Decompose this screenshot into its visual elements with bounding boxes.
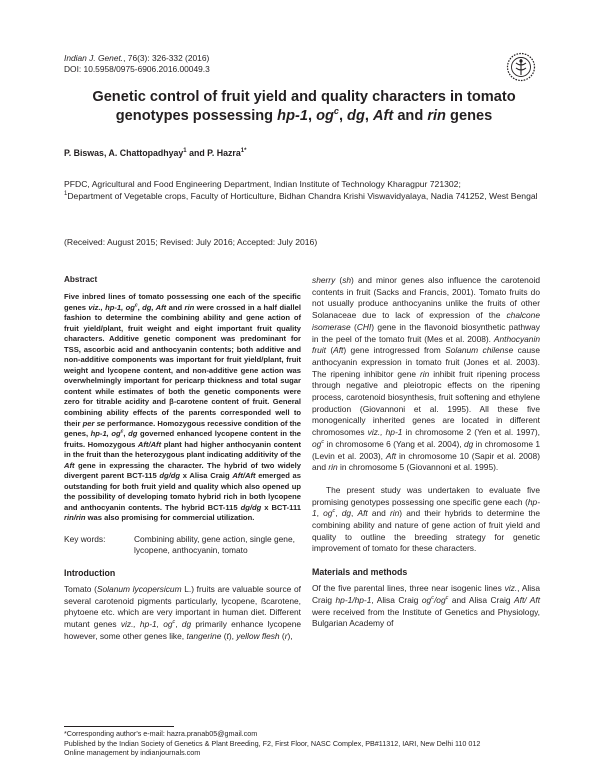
abstract-span: performance. Homozygous recessive condition of the genes, bbox=[64, 418, 301, 439]
title-gene-aft: Aft bbox=[373, 108, 394, 124]
right-column bbox=[312, 275, 540, 630]
rc-span: ( bbox=[335, 275, 343, 285]
intro-italic: yellow flesh bbox=[236, 630, 280, 641]
rc-italic: rin bbox=[419, 368, 430, 379]
abstract-span: Five inbred lines of tomato possessing one each of the specific genes bbox=[64, 292, 301, 312]
abstract-span: , bbox=[123, 429, 129, 439]
abstract-span: were crossed in a half diallel fashion to determine the combining ability and gene action of fruit yield/plant, fruit weight and eight important fruit quality characters. Additive genetic component was predominant for TSS, ascorbic acid and anthocyanin contents; both additive and non-additive components was important for fruit yield/plant, fruit weight and lycopene content, and non-additive gene action was overwhelmingly important for pericarp thickness and total sugar content while estimates of both the genetic components were zero for titrable acidity and β-carotene content of fruit. General combining ability effects of the parents corresponded well to their bbox=[64, 302, 301, 428]
intro-span: , bbox=[175, 619, 182, 630]
publisher-line: Published by the Indian Society of Genetics & Plant Breeding, F2, First Floor, NASC Complex, PB#11312, IARI, New Delhi 110 012 bbox=[64, 738, 481, 748]
materials-methods-heading: Materials and methods bbox=[312, 567, 408, 578]
right-paragraph-2 bbox=[312, 485, 540, 555]
intro-sup: c bbox=[172, 619, 176, 626]
author-names: and P. Hazra bbox=[186, 148, 241, 158]
rc-span: ) and minor genes also influence the carotenoid contents in fruit (Sacks and Francis, 2001). Tomato fruits do not usually produce anthocyanins unlike the fruits of other Solanaceae due to lack of expression of the bbox=[312, 275, 540, 321]
abstract-italic: dg/dg bbox=[240, 502, 262, 512]
abstract-span: gene in expressing the character. The hybrid of two widely divergent parent BCT-115 bbox=[64, 460, 301, 481]
rc-span: in chromosome 2 (Yen et al. 1997), bbox=[402, 427, 540, 438]
abstract-span: and bbox=[166, 302, 185, 312]
rc-span: in chromosome 1 (Levin et al. 2003), bbox=[312, 438, 541, 461]
intro-span: ( bbox=[221, 630, 227, 641]
abstract-span: was also promising for commercial utilization. bbox=[85, 513, 255, 523]
paper-title bbox=[64, 88, 544, 126]
rc-span: ( bbox=[325, 345, 334, 356]
abstract-italic: hp-1, og bbox=[90, 429, 121, 439]
society-seal-icon bbox=[506, 52, 536, 82]
rc-italic: rin bbox=[328, 462, 338, 473]
abstract-italic: Aft/Aft bbox=[137, 439, 162, 449]
affiliation-sup: 1 bbox=[64, 190, 68, 197]
keywords bbox=[64, 534, 301, 556]
rc-span: ( bbox=[350, 321, 357, 332]
title-gene-og: og bbox=[316, 108, 334, 124]
introduction-paragraph bbox=[64, 584, 301, 643]
abstract-text bbox=[64, 292, 301, 524]
intro-span: ), bbox=[228, 630, 237, 641]
title-sep: , bbox=[307, 108, 317, 124]
abstract-span: x BCT-111 bbox=[261, 502, 301, 512]
rc-italic: CHI bbox=[356, 321, 372, 332]
intro-italic: viz., hp-1, og bbox=[120, 619, 173, 630]
rc-span: inhibit fruit ripening process through negative and pleiotropic effects on the ripening process, carotenoid biosynthesis, fruit softening and ethylene production (Giovannoni et al. 1995). All these five monogenically inherited genes are located in different chromosomes bbox=[312, 368, 540, 438]
abstract-italic: Aft/Aft bbox=[232, 471, 256, 481]
intro-span: L.) fruits are valuable source of several carotenoid pigments particularly, lycopene, ßcarotene, phytoene etc. which are very important in human diet. Different mutant genes bbox=[64, 584, 301, 630]
intro-italic: dg bbox=[181, 619, 192, 630]
keywords-text: Combining ability, gene action, single gene, lycopene, anthocyanin, tomato bbox=[134, 534, 295, 556]
rc-span: in chromosome 5 (Giovannoni et al. 1995). bbox=[337, 462, 499, 473]
rc-span: in chromosome 10 (Sapir et al. 2008) and bbox=[312, 450, 540, 473]
author-sup: 1 bbox=[183, 148, 187, 155]
rc-italic: Aft bbox=[357, 508, 368, 519]
abstract-span: governed enhanced lycopene content in the fruits. Homozygous bbox=[64, 429, 301, 449]
rc-span: , Alisa Craig bbox=[371, 594, 422, 605]
rc-span: ) gene introgressed from bbox=[343, 345, 446, 356]
rc-italic: og bbox=[312, 438, 322, 449]
title-text: Genetic control of fruit yield and quality characters in tomato genotypes possessing bbox=[92, 89, 516, 124]
intro-italic: tangerine bbox=[186, 630, 222, 641]
rc-italic: viz. bbox=[504, 583, 518, 594]
abstract-span: x Alisa Craig bbox=[180, 471, 233, 481]
rc-italic: og bbox=[323, 508, 333, 519]
abstract-sup: c bbox=[120, 428, 124, 435]
rc-italic: /og bbox=[433, 594, 446, 605]
rc-span: ) and their hybrids to determine the combining ability and nature of gene action of fruit yield and quality to outline the breeding strategy for genetic improvement of tomato for these characters. bbox=[312, 508, 541, 554]
author-names: P. Biswas, A. Chattopadhyay bbox=[64, 148, 184, 158]
intro-span: ), bbox=[287, 630, 293, 641]
received-dates: (Received: August 2015; Revised: July 2016; Accepted: July 2016) bbox=[64, 237, 318, 247]
title-sep: and bbox=[393, 108, 428, 124]
intro-italic: Solanum lycopersicum bbox=[96, 584, 182, 595]
rc-span: , bbox=[316, 508, 324, 519]
intro-span: Tomato ( bbox=[64, 584, 97, 595]
rc-italic: hp-1 bbox=[312, 496, 540, 519]
abstract-italic: per se bbox=[82, 418, 106, 428]
rc-italic: sh bbox=[342, 275, 352, 285]
title-sep: , bbox=[338, 108, 348, 124]
abstract-italic: viz., hp-1, og bbox=[88, 302, 135, 312]
abstract-italic: Aft bbox=[64, 460, 75, 470]
rc-italic: hp-1/hp-1 bbox=[335, 594, 372, 605]
intro-italic: t bbox=[226, 630, 229, 641]
journal-header bbox=[64, 53, 210, 75]
left-column bbox=[64, 275, 301, 643]
journal-name: Indian J. Genet. bbox=[64, 53, 124, 63]
intro-span: primarily enhance lycopene however, some other genes like, bbox=[64, 619, 302, 641]
abstract-italic: dg, Aft bbox=[142, 302, 167, 312]
page-footer bbox=[64, 729, 544, 758]
footer-divider bbox=[64, 726, 174, 727]
abstract-italic: rin/rin bbox=[64, 513, 86, 523]
rc-italic: Aft/ Aft bbox=[514, 594, 541, 605]
rc-span: , bbox=[335, 508, 342, 519]
rc-italic: sherry bbox=[312, 275, 336, 285]
authors bbox=[64, 148, 246, 158]
rc-italic: chalcone isomerase bbox=[312, 310, 540, 332]
doi: DOI: 10.5958/0975-6906.2016.00049.3 bbox=[64, 64, 210, 74]
rc-italic: rin bbox=[389, 508, 400, 519]
affiliation-2 bbox=[64, 191, 544, 203]
abstract-italic: dg bbox=[128, 429, 138, 439]
introduction-heading: Introduction bbox=[64, 568, 116, 579]
rc-italic: dg bbox=[341, 508, 352, 519]
title-gene-dg: dg bbox=[347, 108, 365, 124]
materials-paragraph bbox=[312, 583, 540, 630]
journal-issue: , 76(3): 326-332 (2016) bbox=[123, 53, 210, 63]
title-text: genes bbox=[445, 108, 493, 124]
rc-sup: c bbox=[431, 595, 434, 602]
intro-span: ( bbox=[279, 630, 285, 641]
affiliations bbox=[64, 179, 544, 202]
affiliation-1: PFDC, Agricultural and Food Engineering Department, Indian Institute of Technology Kharagpur 721302; bbox=[64, 179, 461, 189]
abstract-italic: rin bbox=[184, 302, 195, 312]
title-gene-og-sup: c bbox=[333, 106, 339, 117]
rc-span: , Alisa Craig bbox=[312, 583, 541, 605]
abstract-sup: c bbox=[134, 302, 138, 309]
rc-sup: c bbox=[321, 439, 325, 446]
abstract-heading: Abstract bbox=[64, 275, 98, 284]
rc-italic: Anthocyanin fruit bbox=[312, 333, 540, 356]
rc-italic: viz., hp-1 bbox=[367, 427, 403, 438]
journal-citation bbox=[64, 53, 210, 64]
rc-sup: c bbox=[445, 595, 449, 602]
rc-span: ) gene in the flavonoid biosynthetic pathway in the peel of the tomato fruit (Mes et al. 2008). bbox=[312, 321, 540, 344]
online-management: Online management by indianjournals.com bbox=[64, 748, 201, 758]
intro-italic: r bbox=[284, 630, 288, 641]
title-gene-hp1: hp-1 bbox=[277, 108, 308, 124]
abstract-span: emerged as outstanding for both fruit yield and quality which also opened up the possibility of developing tomato hybrid rich in both lycopene and anthocyanin contents. The hybrid BCT-115 bbox=[64, 471, 301, 512]
rc-span: , bbox=[351, 508, 358, 519]
rc-span: were received from the Institute of Genetics and Physiology, Bulgarian Academy of bbox=[312, 606, 540, 629]
right-paragraph-1 bbox=[312, 275, 540, 474]
abstract-span: plant had higher anthocyanin content in the fruit than the heterozygous plant indicating additivity of the bbox=[64, 439, 301, 460]
affiliation-2-text: Department of Vegetable crops, Faculty of Horticulture, Bidhan Chandra Krishi Viswavidyalaya, Nadia 741252, West Bengal bbox=[67, 190, 538, 201]
rc-span: and Alisa Craig bbox=[448, 594, 515, 605]
abstract-span: , bbox=[137, 302, 143, 312]
rc-span: in chromosome 6 (Yang et al. 2004), bbox=[324, 438, 464, 449]
rc-span: and bbox=[367, 508, 390, 519]
keywords-label: Key words: bbox=[64, 534, 106, 545]
rc-italic: dg bbox=[463, 438, 474, 449]
rc-span: cause anthocyanin expression in tomato fruit (Jones et al. 2003). The ripening inhibitor gene bbox=[312, 345, 540, 379]
rc-span: Of the five parental lines, three near isogenic lines bbox=[312, 583, 505, 594]
corresponding-author: *Corresponding author's e-mail: hazra.pranab05@gmail.com bbox=[64, 729, 258, 738]
rc-italic: Solanum chilense bbox=[445, 345, 514, 356]
rc-italic: og bbox=[421, 594, 432, 605]
rc-italic: Aft bbox=[333, 345, 344, 356]
abstract-italic: dg/dg bbox=[159, 471, 181, 481]
rc-sup: c bbox=[332, 508, 336, 515]
title-gene-rin: rin bbox=[427, 108, 446, 124]
title-sep: , bbox=[364, 108, 373, 124]
rc-italic: Aft bbox=[385, 450, 397, 461]
rc-span: The present study was undertaken to evaluate five promising genotypes possessing one specific gene each ( bbox=[312, 484, 540, 507]
author-sup: 1* bbox=[240, 148, 247, 155]
